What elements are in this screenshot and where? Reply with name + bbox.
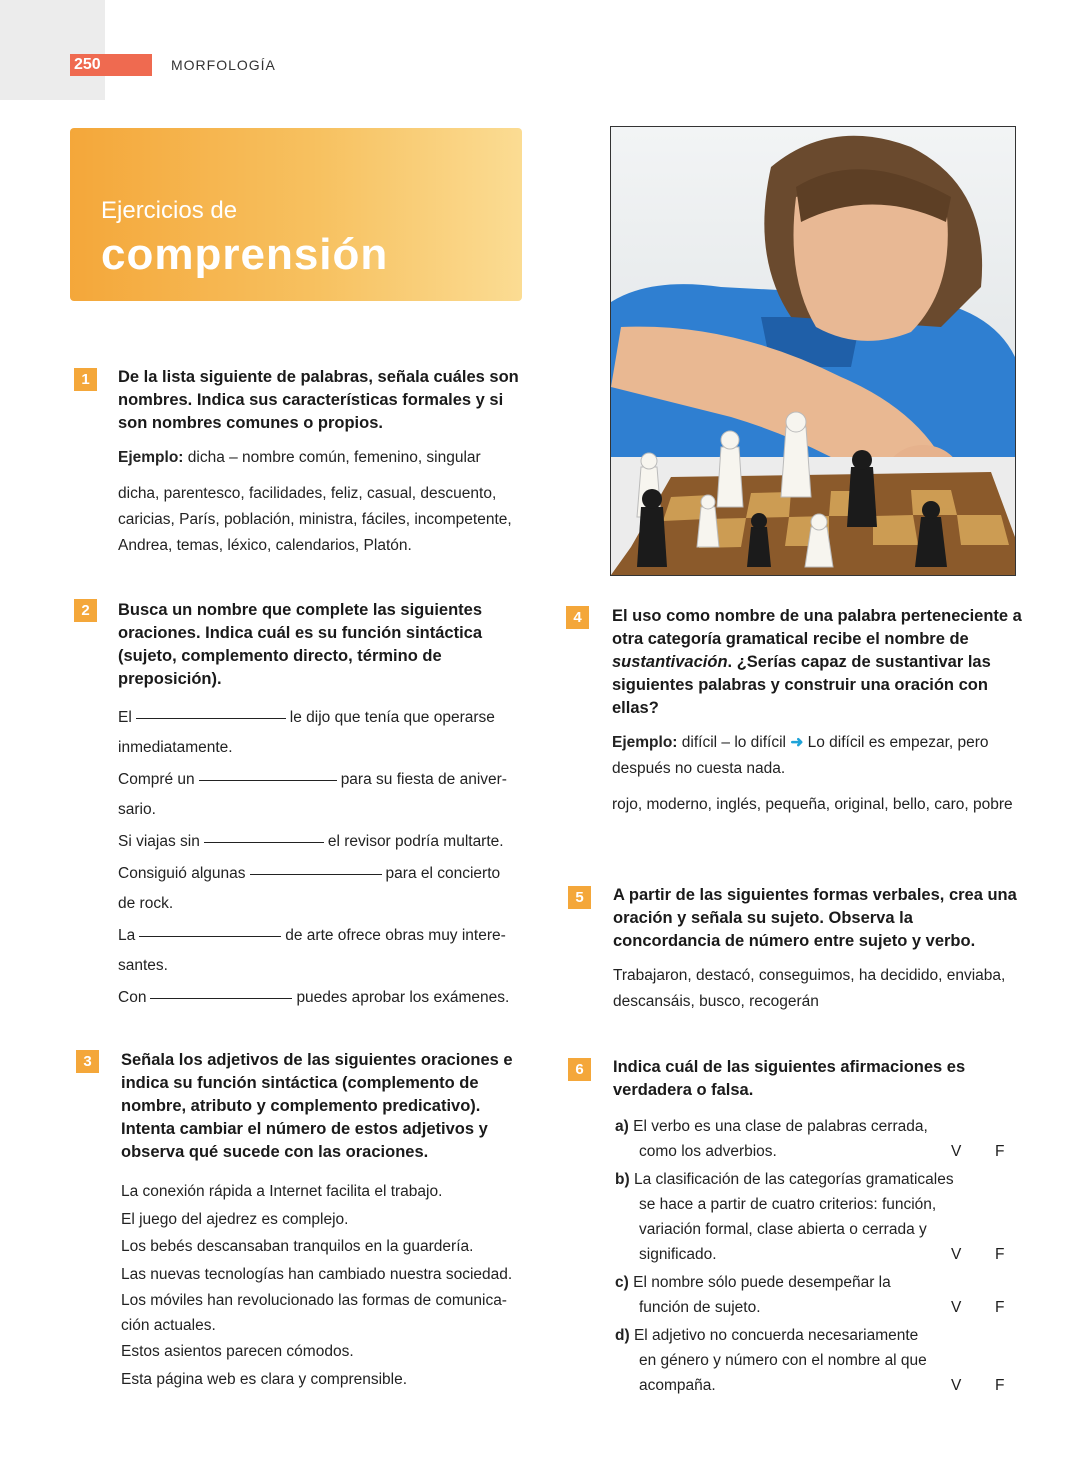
statement-line bbox=[615, 1270, 1015, 1295]
true-false-list bbox=[615, 1114, 1015, 1398]
statement-text: en género y número con el nombre al que bbox=[639, 1352, 927, 1369]
blank-line[interactable] bbox=[204, 841, 324, 843]
true-false-item bbox=[615, 1270, 1015, 1320]
statement-text: variación formal, clase abierta o cerrada y bbox=[639, 1221, 927, 1238]
exercise-number: 3 bbox=[76, 1050, 99, 1073]
statement-text: acompaña. bbox=[639, 1377, 716, 1394]
sentence-start: Si viajas sin bbox=[118, 833, 200, 850]
example-label: Ejemplo: bbox=[118, 449, 184, 466]
exercise-number: 5 bbox=[568, 886, 591, 909]
statement-line bbox=[615, 1323, 1015, 1348]
sentence-continuation: santes. bbox=[118, 957, 168, 974]
arrow-right-icon: ➜ bbox=[790, 734, 804, 751]
sentence-end: el revisor podría multarte. bbox=[327, 833, 504, 850]
fill-sentence bbox=[118, 921, 528, 981]
title-small: Ejercicios de bbox=[101, 197, 238, 224]
exercise-1 bbox=[118, 366, 528, 559]
sentence-end: para su fiesta de aniver- bbox=[340, 771, 507, 788]
sentence: Los móviles han revolucionado las formas de comunica- bbox=[121, 1292, 507, 1309]
sentence-continuation: inmediatamente. bbox=[118, 739, 233, 756]
question-part: . ¿Serías capaz de sustantivar las siguientes palabras y construir una oración con ellas? bbox=[612, 653, 991, 717]
exercise-5 bbox=[613, 884, 1023, 1015]
sentence: La conexión rápida a Internet facilita el trabajo. bbox=[121, 1183, 443, 1200]
true-option[interactable]: V bbox=[951, 1143, 962, 1160]
exercise-4 bbox=[612, 605, 1022, 818]
blank-line[interactable] bbox=[199, 779, 337, 781]
true-false-item bbox=[615, 1323, 1015, 1398]
exercise-6-question: Indica cuál de las siguientes afirmaciones es verdadera o falsa. bbox=[613, 1058, 966, 1099]
statement-text: El adjetivo no concuerda necesariamente bbox=[633, 1327, 919, 1344]
item-label: b) bbox=[615, 1171, 630, 1188]
blank-line[interactable] bbox=[136, 717, 286, 719]
sentence-end: le dijo que tenía que operarse bbox=[289, 709, 495, 726]
chess-boy-photo bbox=[610, 126, 1016, 576]
example-text: dicha – nombre común, femenino, singular bbox=[187, 449, 481, 466]
fill-sentence bbox=[118, 703, 528, 763]
exercise-number: 6 bbox=[568, 1058, 591, 1081]
chess-illustration bbox=[611, 127, 1015, 575]
sentence: El juego del ajedrez es complejo. bbox=[121, 1210, 349, 1228]
sentence-continuation: de rock. bbox=[118, 895, 174, 912]
exercise-3 bbox=[121, 1049, 531, 1393]
sentence: Los bebés descansaban tranquilos en la guardería. bbox=[121, 1238, 474, 1255]
sentence-start: Con bbox=[118, 989, 147, 1006]
sentence-start: Consiguió algunas bbox=[118, 865, 246, 882]
sentence: Esta página web es clara y comprensible. bbox=[121, 1370, 408, 1388]
exercise-4-words: rojo, moderno, inglés, pequeña, original, bello, caro, pobre bbox=[612, 796, 1013, 813]
fill-sentence bbox=[118, 859, 528, 919]
sentence: Las nuevas tecnologías han cambiado nuestra sociedad. bbox=[121, 1265, 513, 1283]
exercise-1-words: dicha, parentesco, facilidades, feliz, casual, descuento, caricias, París, población, ministra, fáciles, incompetente, Andrea, temas, léxico, calendarios, Platón. bbox=[118, 485, 512, 554]
page-number: 250 bbox=[70, 54, 152, 76]
exercise-3-question: Señala los adjetivos de las siguientes oraciones e indica su función sintáctica (complemento de nombre, atributo y complemento predicativo). Intenta cambiar el número de estos adjetivos y observa qué sucede con las oraciones. bbox=[121, 1051, 513, 1161]
exercise-4-question bbox=[612, 605, 1022, 720]
fill-sentence bbox=[118, 983, 528, 1013]
true-option[interactable]: V bbox=[951, 1299, 962, 1316]
blank-line[interactable] bbox=[250, 873, 382, 875]
statement-text: función de sujeto. bbox=[639, 1299, 761, 1316]
fill-sentence bbox=[118, 765, 528, 825]
question-part: El uso como nombre de una palabra perteneciente a otra categoría gramatical recibe el nombre de bbox=[612, 607, 1022, 648]
exercise-2 bbox=[118, 599, 528, 1013]
exercise-number: 1 bbox=[74, 368, 97, 391]
exercise-2-question: Busca un nombre que complete las siguientes oraciones. Indica cuál es su función sintáctica (sujeto, complemento directo, término de preposición). bbox=[118, 601, 483, 688]
sentence-continuation: sario. bbox=[118, 801, 156, 818]
exercise-number: 2 bbox=[74, 599, 97, 622]
sentence-start: El bbox=[118, 709, 132, 726]
exercise-3-sentences bbox=[121, 1178, 531, 1393]
sentence-end: para el concierto bbox=[385, 865, 501, 882]
statement-text: El verbo es una clase de palabras cerrada, bbox=[633, 1118, 928, 1135]
sentence-start: Compré un bbox=[118, 771, 195, 788]
false-option[interactable]: F bbox=[995, 1377, 1005, 1394]
exercise-number: 4 bbox=[566, 606, 589, 629]
exercise-1-example bbox=[118, 445, 528, 471]
true-option[interactable]: V bbox=[951, 1246, 962, 1263]
title-large: comprensión bbox=[101, 230, 389, 279]
statement-text: El nombre sólo puede desempeñar la bbox=[633, 1274, 891, 1291]
exercise-2-sentences bbox=[118, 703, 528, 1013]
item-label: d) bbox=[615, 1327, 630, 1344]
statement-text: significado. bbox=[639, 1246, 717, 1263]
sentence-end: de arte ofrece obras muy intere- bbox=[285, 927, 506, 944]
example-text: Lo difícil es empezar, pero después no cuesta nada. bbox=[612, 734, 989, 777]
blank-line[interactable] bbox=[139, 935, 281, 937]
example-text: difícil – lo difícil bbox=[681, 734, 786, 751]
statement-line bbox=[615, 1167, 1015, 1192]
fill-sentence bbox=[118, 827, 528, 857]
item-label: a) bbox=[615, 1118, 629, 1135]
sentence-end: puedes aprobar los exámenes. bbox=[296, 989, 510, 1006]
false-option[interactable]: F bbox=[995, 1246, 1005, 1263]
true-false-item bbox=[615, 1114, 1015, 1164]
statement-text: como los adverbios. bbox=[639, 1143, 777, 1160]
exercise-5-question: A partir de las siguientes formas verbales, crea una oración y señala su sujeto. Observa la concordancia de número entre sujeto y verbo. bbox=[613, 886, 1017, 950]
example-label: Ejemplo: bbox=[612, 734, 678, 751]
sentence: Estos asientos parecen cómodos. bbox=[121, 1343, 354, 1360]
statement-text: se hace a partir de cuatro criterios: función, bbox=[639, 1196, 937, 1213]
statement-line bbox=[615, 1114, 1015, 1139]
true-false-item bbox=[615, 1167, 1015, 1267]
true-option[interactable]: V bbox=[951, 1377, 962, 1394]
sentence-start: La bbox=[118, 927, 136, 944]
section-title: MORFOLOGÍA bbox=[171, 57, 276, 73]
blank-line[interactable] bbox=[150, 997, 292, 999]
page-corner-shade bbox=[0, 0, 105, 100]
false-option[interactable]: F bbox=[995, 1143, 1005, 1160]
question-emphasis: sustantivación bbox=[612, 653, 728, 671]
sentence: ción actuales. bbox=[121, 1317, 216, 1334]
exercise-6 bbox=[613, 1056, 1023, 1102]
false-option[interactable]: F bbox=[995, 1299, 1005, 1316]
statement-text: La clasificación de las categorías gramaticales bbox=[633, 1171, 954, 1188]
exercise-5-words: Trabajaron, destacó, conseguimos, ha decidido, enviaba, descansáis, busco, recogerán bbox=[613, 967, 1006, 1010]
exercise-1-question: De la lista siguiente de palabras, señala cuáles son nombres. Indica sus características formales y si son nombres comunes o propios. bbox=[118, 368, 519, 432]
item-label: c) bbox=[615, 1274, 629, 1291]
exercise-4-example bbox=[612, 730, 1022, 782]
